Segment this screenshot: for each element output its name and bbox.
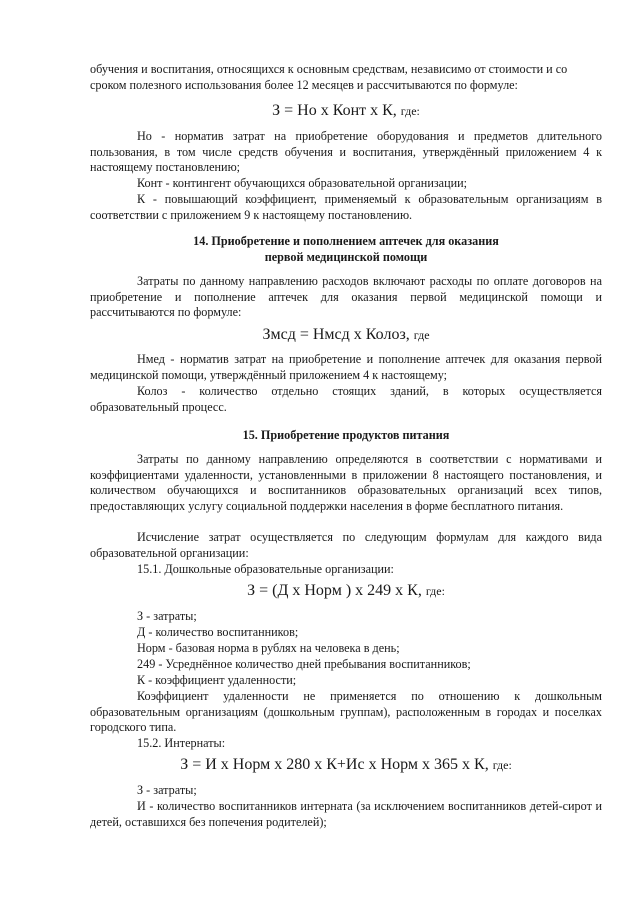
section-15-text-2: Исчисление затрат осуществляется по следующим формулам для каждого вида образовательной организации: [90, 530, 602, 560]
section-14-title-line-2: первой медицинской помощи [264, 250, 428, 264]
formula-1-suffix: где: [400, 104, 420, 118]
formula-preschool-suffix: где: [425, 584, 445, 598]
intro-line-2: сроком полезного использования более 12 месяцев и рассчитываются по формуле: [90, 78, 518, 92]
formula-1 [90, 101, 602, 121]
formula-preschool [90, 581, 602, 601]
definition-z-boarding: З - затраты; [137, 783, 197, 797]
definition-norm: Норм - базовая норма в рублях на человека в день; [137, 641, 400, 655]
subsection-15-2: 15.2. Интернаты: [137, 736, 226, 750]
definition-z: З - затраты; [137, 609, 197, 623]
definition-249: 249 - Усреднённое количество дней пребывания воспитанников; [137, 657, 471, 671]
formula-boarding [90, 755, 602, 775]
formula-aptechka-expression: Змсд = Нмсд х Колоз, [262, 326, 410, 343]
formula-1-expression: З = Но х Конт х К, [272, 102, 397, 119]
section-14-title-line-1: 14. Приобретение и пополнением аптечек для оказания [193, 234, 499, 248]
formula-boarding-expression: З = И х Норм х 280 х К+Ис х Норм х 365 х К, [180, 756, 489, 773]
definition-i: И - количество воспитанников интерната (за исключением воспитанников детей-сирот и детей, оставшихся без попечения родителей); [90, 799, 602, 829]
note-remoteness: Коэффициент удаленности не применяется по отношению к дошкольным образовательным организациям (дошкольным группам), расположенным в городах и поселках городского типа. [90, 689, 602, 735]
section-15-text-1: Затраты по данному направлению определяются в соответствии с нормативами и коэффициентами удаленности, установленными в приложении 8 настоящего постановления, и количеством обучающихся и воспитанников образовательных организаций всех типов, предоставляющих услугу социальной поддержки населения в форме бесплатного питания. [90, 452, 602, 513]
formula-preschool-expression: З = (Д х Норм ) х 249 х К, [247, 582, 422, 599]
definition-d: Д - количество воспитанников; [137, 625, 299, 639]
definition-k: К - повышающий коэффициент, применяемый к образовательным организациям в соответствии с приложением 9 к настоящему постановлению. [90, 192, 602, 222]
section-15-title: 15. Приобретение продуктов питания [242, 428, 450, 442]
definition-kont: Конт - контингент обучающихся образовательной организации; [137, 176, 468, 190]
definition-nmed: Нмед - норматив затрат на приобретение и пополнение аптечек для оказания первой медицинской помощи, утверждённый приложением 4 к настоящему; [90, 352, 602, 382]
section-14-text: Затраты по данному направлению расходов включают расходы по оплате договоров на приобретение и пополнение аптечек для оказания первой медицинской помощи и рассчитываются по формуле: [90, 274, 602, 320]
definition-k-remote: К - коэффициент удаленности; [137, 673, 297, 687]
formula-aptechka [90, 325, 602, 345]
definition-no: Но - норматив затрат на приобретение оборудования и предметов длительного пользования, в том числе средств обучения и воспитания, утверждённый приложением 4 к настоящему постановлению; [90, 129, 602, 175]
formula-aptechka-suffix: где [413, 328, 430, 342]
definition-koloz: Колоз - количество отдельно стоящих зданий, в которых осуществляется образовательный процесс. [90, 384, 602, 414]
intro-line-1: обучения и воспитания, относящихся к основным средствам, независимо от стоимости и со [90, 62, 568, 76]
formula-boarding-suffix: где: [492, 758, 512, 772]
subsection-15-1: 15.1. Дошкольные образовательные организации: [137, 562, 394, 576]
